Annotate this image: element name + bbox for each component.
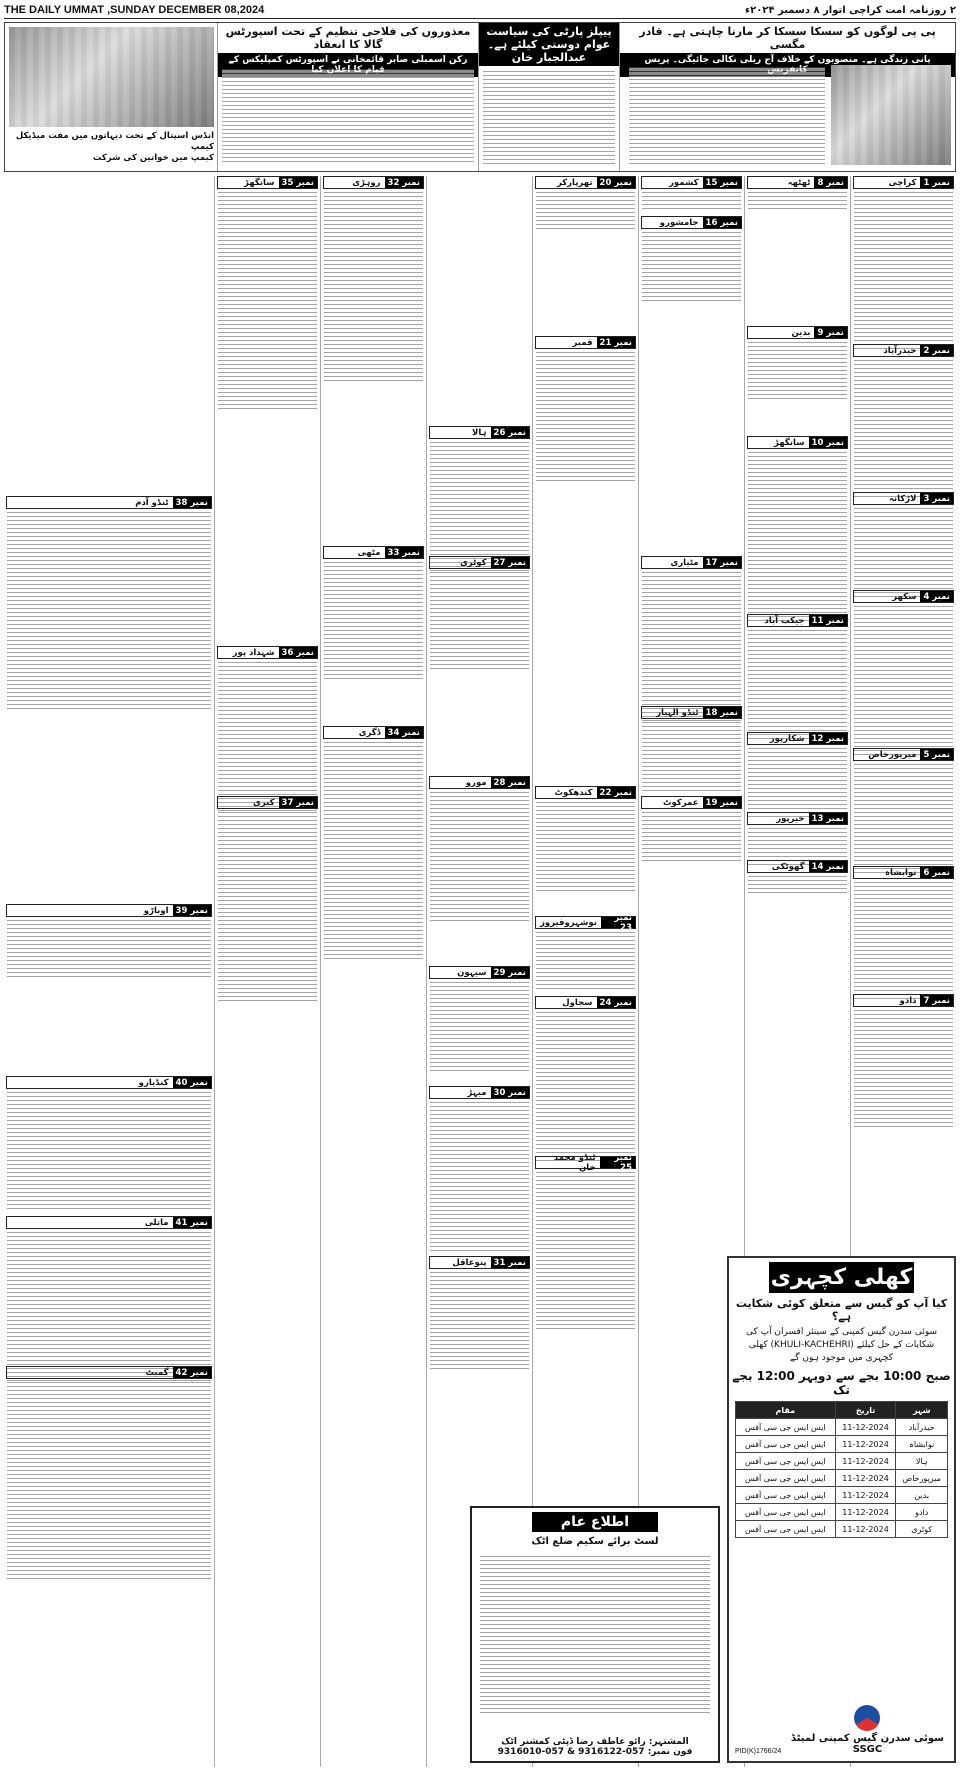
item-number: نمبر 4	[920, 591, 953, 602]
item-city: لاڑکانہ	[888, 494, 917, 504]
kachehri-header-venue: مقام	[736, 1402, 836, 1419]
item-body	[642, 232, 741, 302]
table-row	[736, 1419, 948, 1436]
table-cell: 11-12-2024	[835, 1470, 896, 1487]
item-header	[217, 176, 318, 189]
item-header	[853, 344, 954, 357]
item-number: نمبر 5	[920, 749, 953, 760]
item-header	[429, 426, 530, 439]
table-cell: دادو	[896, 1504, 948, 1521]
item-body	[324, 562, 423, 682]
item-header	[747, 436, 848, 449]
item-number: نمبر 41	[173, 1217, 211, 1228]
kachehri-header-city: شہر	[896, 1402, 948, 1419]
item-number: نمبر 20	[597, 177, 635, 188]
item-city: سکھر	[892, 591, 917, 602]
item-city: کندھکوٹ	[554, 787, 593, 798]
item-city: عمرکوٹ	[662, 797, 699, 808]
item-number: نمبر 14	[809, 861, 847, 872]
item-city: سانگھڑ	[773, 437, 805, 448]
ssgc-logo-block	[791, 1705, 944, 1755]
table-cell: 11-12-2024	[835, 1521, 896, 1538]
kachehri-table	[735, 1401, 948, 1538]
item-number: نمبر 19	[703, 797, 741, 808]
top-story-3-headline: معذوروں کی فلاحی تنظیم کے تحت اسپورٹس گالا کا انعقاد	[218, 23, 478, 53]
notice-phone: فون نمبر: 057-9316122 & 057-9316010	[497, 1747, 693, 1757]
item-body	[748, 452, 847, 622]
item-header	[535, 996, 636, 1009]
kachehri-advertisement	[727, 1256, 956, 1763]
item-number: نمبر 1	[920, 177, 953, 188]
item-city: کنری	[253, 797, 275, 808]
item-header	[853, 866, 954, 879]
item-header	[429, 776, 530, 789]
item-header	[217, 796, 318, 809]
item-body	[430, 572, 529, 672]
item-header	[6, 496, 212, 509]
item-body	[536, 352, 635, 482]
item-number: نمبر 31	[491, 1257, 529, 1268]
item-number: نمبر 27	[491, 557, 529, 568]
ssgc-company-short: SSGC	[852, 1744, 883, 1755]
table-cell: بدین	[896, 1487, 948, 1504]
item-body	[218, 192, 317, 412]
table-cell: ایس ایس جی سی آفس	[736, 1521, 836, 1538]
item-body	[536, 932, 635, 992]
item-header	[535, 1152, 636, 1173]
notice-footer	[478, 1737, 712, 1757]
item-city: ٹنڈو محمد خان	[553, 1152, 596, 1173]
table-cell: ایس ایس جی سی آفس	[736, 1419, 836, 1436]
item-number: نمبر 3	[920, 493, 953, 504]
masthead	[4, 2, 956, 19]
table-row	[736, 1470, 948, 1487]
item-body	[854, 360, 953, 500]
item-body	[430, 792, 529, 922]
item-header	[747, 812, 848, 825]
item-city: کراچی	[888, 177, 917, 188]
item-header	[747, 326, 848, 339]
item-number: نمبر 22	[597, 787, 635, 798]
item-city: گمبٹ	[145, 1367, 169, 1378]
item-city: نوابشاہ	[885, 868, 917, 878]
notice-advertiser: المشتہر: رائو عاطف رضا ڈپٹی کمشنر اٹک	[501, 1737, 689, 1747]
item-body	[7, 920, 211, 980]
item-city: قمبر	[572, 337, 593, 348]
item-number: نمبر 29	[491, 967, 529, 978]
column-8	[4, 176, 214, 1767]
item-body	[854, 192, 953, 352]
item-header	[6, 904, 212, 917]
item-body	[7, 1232, 211, 1382]
item-body	[642, 192, 741, 212]
item-city: بدین	[791, 327, 811, 338]
masthead-title-urdu: ۲ روزنامہ امت کراچی اتوار ۸ دسمبر ۲۰۲۴ء	[744, 4, 956, 16]
table-row	[736, 1436, 948, 1453]
item-header	[747, 732, 848, 745]
top-story-4-headline: انڈس اسپتال کے تحت دیہاتوں میں مفت میڈیکل کیمپ	[15, 131, 214, 152]
item-number: نمبر 37	[279, 797, 317, 808]
item-body	[854, 882, 953, 1002]
top-story-1-subheadline: پانی زندگی ہے۔ منصوبوں کے خلاف آج ریلی نکالی جائیگی۔ پریس	[620, 53, 955, 77]
item-city: ٹنڈو الہیار	[656, 708, 699, 718]
item-header	[323, 726, 424, 739]
top-story-4-photo	[9, 27, 214, 127]
item-number: نمبر 40	[173, 1077, 211, 1088]
item-city: مٹھی	[357, 547, 381, 558]
item-city: نوشہروفیروز	[540, 918, 597, 928]
item-city: سیہون	[457, 968, 487, 978]
item-number: نمبر 36	[279, 647, 317, 658]
item-number: نمبر 7	[920, 995, 953, 1006]
top-story-3-subheadline: رکن اسمبلی صابر قائمخانی نے اسپورٹس کمپلیکس کے	[218, 53, 478, 77]
item-header	[853, 590, 954, 603]
item-number: نمبر 33	[385, 547, 423, 558]
table-row	[736, 1521, 948, 1538]
table-cell: میرپورخاص	[896, 1470, 948, 1487]
top-story-1	[619, 23, 955, 171]
item-body	[854, 1010, 953, 1130]
news-columns	[4, 176, 956, 1767]
item-body	[748, 192, 847, 212]
item-body	[536, 1012, 635, 1162]
item-number: نمبر 9	[814, 327, 847, 338]
item-header	[641, 706, 742, 719]
item-body	[7, 1092, 211, 1212]
item-body	[218, 662, 317, 812]
item-city: مٹیاری	[670, 557, 699, 568]
item-city: پنوعاقل	[452, 1257, 487, 1268]
public-notice-advertisement	[470, 1506, 720, 1763]
item-body	[536, 192, 635, 232]
item-number: نمبر 26	[491, 427, 529, 438]
item-city: مورو	[465, 777, 487, 788]
item-header	[429, 1256, 530, 1269]
item-number: نمبر 2	[920, 345, 953, 356]
item-city: تھرپارکر	[556, 177, 593, 188]
item-city: ٹنڈو آدم	[135, 497, 169, 508]
item-number: نمبر 24	[597, 997, 635, 1008]
item-header	[853, 176, 954, 189]
item-number: نمبر 28	[491, 777, 529, 788]
column-6	[320, 176, 426, 1767]
item-city: جیکب آباد	[764, 615, 805, 626]
table-cell: کوٹری	[896, 1521, 948, 1538]
item-city: روہڑی	[352, 178, 381, 188]
item-header	[747, 176, 848, 189]
kachehri-question: کیا آپ کو گیس سے متعلق کوئی شکایت ہے؟	[735, 1297, 948, 1323]
item-city: میرپورخاص	[868, 749, 917, 760]
kachehri-description: سوئی سدرن گیس کمپنی کے سینئر افسران آپ کی شکایات کے حل کیلئے (KHULI-KACHEHRI) کھلی کچہری میں موجود ہوں گے	[745, 1327, 938, 1363]
table-cell: ایس ایس جی سی آفس	[736, 1470, 836, 1487]
item-body	[854, 606, 953, 756]
item-body	[748, 748, 847, 820]
item-body	[536, 802, 635, 892]
item-number: نمبر 30	[491, 1087, 529, 1098]
item-header	[6, 1216, 212, 1229]
item-number: نمبر 34	[385, 727, 423, 738]
top-story-4-subheadline: کیمپ میں خواتین کی شرکت	[92, 153, 214, 163]
table-cell: ایس ایس جی سی آفس	[736, 1487, 836, 1504]
item-header	[853, 492, 954, 505]
table-cell: نوابشاہ	[896, 1436, 948, 1453]
item-header	[217, 646, 318, 659]
item-header	[641, 176, 742, 189]
top-stories-band	[4, 22, 956, 172]
item-body	[642, 722, 741, 792]
item-number: نمبر 42	[173, 1367, 211, 1378]
item-header	[535, 912, 636, 933]
item-city: کوٹری	[460, 557, 487, 568]
item-number: نمبر 23	[601, 917, 635, 928]
top-story-2-headline: پیپلز پارٹی کی سیاست عوام دوستی کیلئے ہے۔ عبدالجبار خان	[479, 23, 619, 66]
item-city: سجاول	[562, 997, 593, 1008]
table-cell: 11-12-2024	[835, 1419, 896, 1436]
item-header	[323, 176, 424, 189]
item-number: نمبر 6	[920, 867, 953, 878]
item-number: نمبر 25	[600, 1157, 635, 1168]
item-number: نمبر 17	[703, 557, 741, 568]
item-body	[430, 982, 529, 1072]
item-body	[536, 1172, 635, 1332]
item-number: نمبر 32	[385, 177, 423, 188]
item-city: خیرپور	[776, 813, 805, 824]
item-header	[6, 1366, 212, 1379]
pid-number: PID(K)1766/24	[735, 1748, 782, 1755]
item-header	[641, 216, 742, 229]
notice-title: اطلاع عام	[532, 1512, 658, 1532]
item-body	[430, 1102, 529, 1252]
item-header	[535, 336, 636, 349]
item-city: ماتلی	[144, 1217, 169, 1228]
item-city: دادو	[899, 995, 917, 1006]
notice-body	[480, 1556, 710, 1716]
item-number: نمبر 15	[703, 177, 741, 188]
table-row	[736, 1453, 948, 1470]
item-number: نمبر 38	[173, 497, 211, 508]
item-header	[6, 1076, 212, 1089]
item-header	[535, 786, 636, 799]
table-cell: 11-12-2024	[835, 1487, 896, 1504]
item-city: ہالا	[472, 428, 487, 438]
item-header	[535, 176, 636, 189]
kachehri-title: کھلی کچہری	[769, 1262, 914, 1293]
item-header	[429, 1086, 530, 1099]
item-city: شکارپور	[769, 733, 805, 744]
table-row	[736, 1487, 948, 1504]
item-header	[323, 546, 424, 559]
top-story-3-body	[222, 69, 474, 165]
item-header	[641, 556, 742, 569]
item-body	[430, 1272, 529, 1372]
item-header	[853, 994, 954, 1007]
item-body	[854, 508, 953, 598]
item-city: میہڑ	[467, 1088, 487, 1098]
item-body	[218, 812, 317, 1002]
kachehri-header-date: تاریخ	[835, 1402, 896, 1419]
ssgc-company-name: سوئی سدرن گیس کمپنی لمیٹڈ	[790, 1733, 944, 1744]
item-city: جامشورو	[659, 217, 699, 228]
item-number: نمبر 16	[703, 217, 741, 228]
item-body	[748, 630, 847, 740]
top-story-1-photo	[831, 65, 951, 165]
item-body	[430, 442, 529, 572]
item-body	[324, 192, 423, 382]
table-cell: 11-12-2024	[835, 1504, 896, 1521]
item-number: نمبر 10	[809, 437, 847, 448]
item-header	[429, 556, 530, 569]
item-number: نمبر 8	[814, 177, 847, 188]
top-story-4	[5, 23, 218, 171]
table-cell: حیدرآباد	[896, 1419, 948, 1436]
item-body	[854, 764, 953, 874]
item-number: نمبر 12	[809, 733, 847, 744]
item-city: کشمور	[669, 177, 699, 188]
table-cell: ایس ایس جی سی آفس	[736, 1504, 836, 1521]
item-header	[853, 748, 954, 761]
notice-subtitle: لسٹ برائے سکیم ضلع اٹک	[531, 1536, 659, 1547]
item-city: اوباڑو	[143, 905, 169, 916]
item-city: ڈگری	[358, 727, 381, 738]
table-cell: ایس ایس جی سی آفس	[736, 1453, 836, 1470]
item-body	[642, 572, 741, 722]
ssgc-logo-icon	[854, 1705, 880, 1731]
item-body	[748, 342, 847, 402]
item-number: نمبر 13	[809, 813, 847, 824]
top-story-1-body	[629, 67, 825, 165]
column-7	[214, 176, 320, 1767]
item-header	[641, 796, 742, 809]
top-story-2-body	[483, 71, 615, 165]
item-city: کنڈیارو	[138, 1077, 169, 1088]
item-city: گھوٹکی	[771, 861, 805, 872]
item-header	[747, 614, 848, 627]
item-number: نمبر 21	[597, 337, 635, 348]
kachehri-time: صبح 10:00 بجے سے دوپہر 12:00 بجے تک	[732, 1369, 951, 1397]
top-story-1-headline: پی پی لوگوں کو سسکا سسکا کر مارنا چاہتی ہے۔ قادر مگسی	[620, 23, 955, 53]
item-header	[747, 860, 848, 873]
table-cell: 11-12-2024	[835, 1436, 896, 1453]
item-city: ٹھٹھہ	[787, 178, 811, 188]
item-city: حیدرآباد	[883, 345, 917, 356]
top-story-4-caption	[9, 131, 214, 164]
top-story-2	[478, 23, 619, 171]
masthead-title-english: THE DAILY UMMAT ,SUNDAY DECEMBER 08,2024	[4, 4, 265, 16]
item-body	[7, 1382, 211, 1582]
item-number: نمبر 35	[279, 177, 317, 188]
item-body	[748, 876, 847, 896]
item-header	[429, 966, 530, 979]
table-cell: 11-12-2024	[835, 1453, 896, 1470]
table-cell: ایس ایس جی سی آفس	[736, 1436, 836, 1453]
item-city: سانگھڑ	[243, 177, 275, 188]
item-body	[642, 812, 741, 862]
table-cell: ہالا	[896, 1453, 948, 1470]
item-number: نمبر 11	[809, 615, 847, 626]
item-body	[324, 742, 423, 962]
item-number: نمبر 18	[703, 707, 741, 718]
item-body	[7, 512, 211, 712]
item-number: نمبر 39	[173, 905, 211, 916]
table-row	[736, 1504, 948, 1521]
item-city: شہداد پور	[232, 648, 275, 658]
top-story-3	[217, 23, 478, 171]
